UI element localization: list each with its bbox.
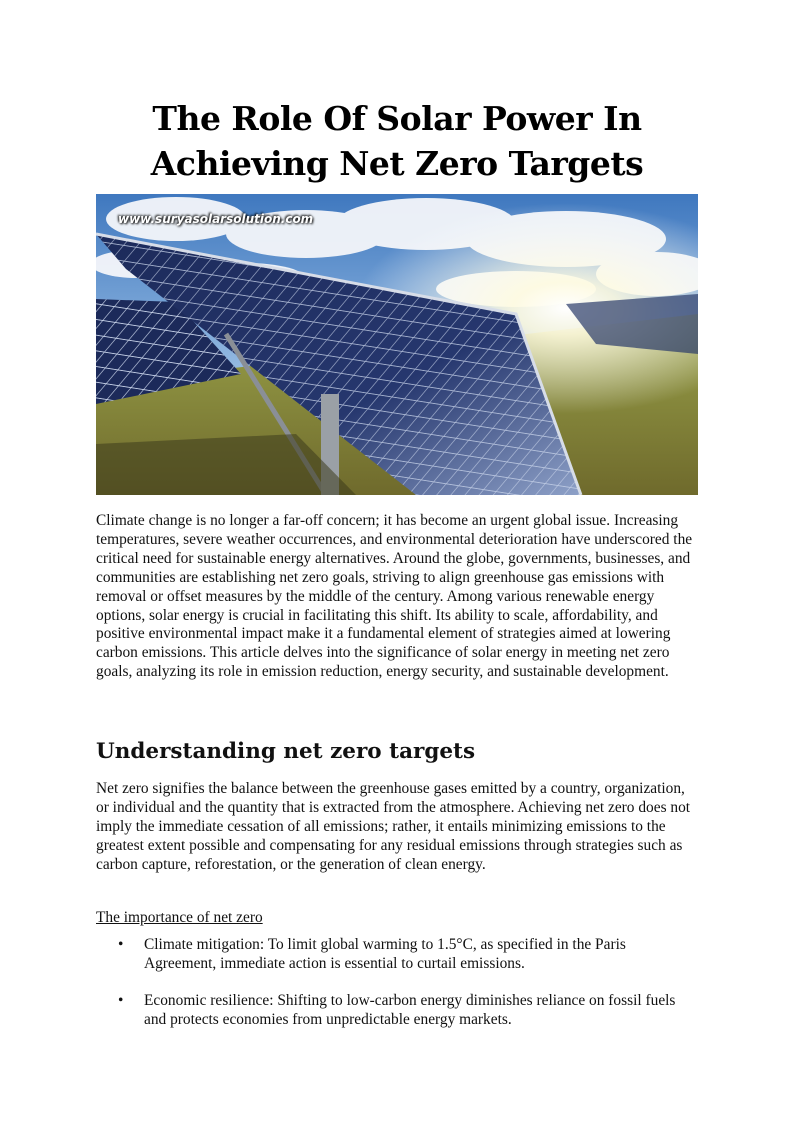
list-item <box>96 936 700 974</box>
watermark: www.suryasolarsolution.com <box>118 212 314 226</box>
list-item-text: Climate mitigation: To limit global warming to 1.5°C, as specified in the Paris Agreement, immediate action is essential to curtail emissions. <box>144 936 626 972</box>
hero-image <box>96 194 698 495</box>
definition-paragraph: Net zero signifies the balance between the greenhouse gases emitted by a country, organization, or individual and the quantity that is extracted from the atmosphere. Achieving net zero does not imply the immediate cessation of all emissions; rather, it entails minimizing emissions to the greatest extent possible and compensating for any residual emissions through strategies such as carbon capture, reforestation, or the generation of clean energy. <box>96 780 691 873</box>
list-item-text: Economic resilience: Shifting to low-carbon energy diminishes reliance on fossil fuels and protects economies from unpredictable energy markets. <box>144 991 676 1028</box>
page-title: The Role Of Solar Power In Achieving Net Zero Targets <box>150 99 644 183</box>
bullet-icon: • <box>118 936 124 953</box>
intro-paragraph: Climate change is no longer a far-off concern; it has become an urgent global issue. Increasing temperatures, severe weather occurrences, and environmental deterioration have underscored the critical need for sustainable energy alternatives. Around the globe, governments, businesses, and communities are establishing net zero goals, striving to align greenhouse gas emissions with removal or offset measures by the middle of the century. Among various renewable energy options, solar energy is crucial in facilitating this shift. Its ability to scale, affordability, and positive environmental impact make it a fundamental element of strategies aimed at lowering carbon emissions. This article delves into the significance of solar energy in meeting net zero goals, analyzing its role in emission reduction, energy security, and sustainable development. <box>96 512 693 681</box>
bullet-list <box>96 936 700 1048</box>
solar-panels-photo-icon <box>96 194 698 495</box>
list-item <box>96 992 700 1030</box>
section-heading: Understanding net zero targets <box>96 739 476 764</box>
bullet-icon: • <box>118 991 124 1009</box>
subheading: The importance of net zero <box>96 909 263 926</box>
